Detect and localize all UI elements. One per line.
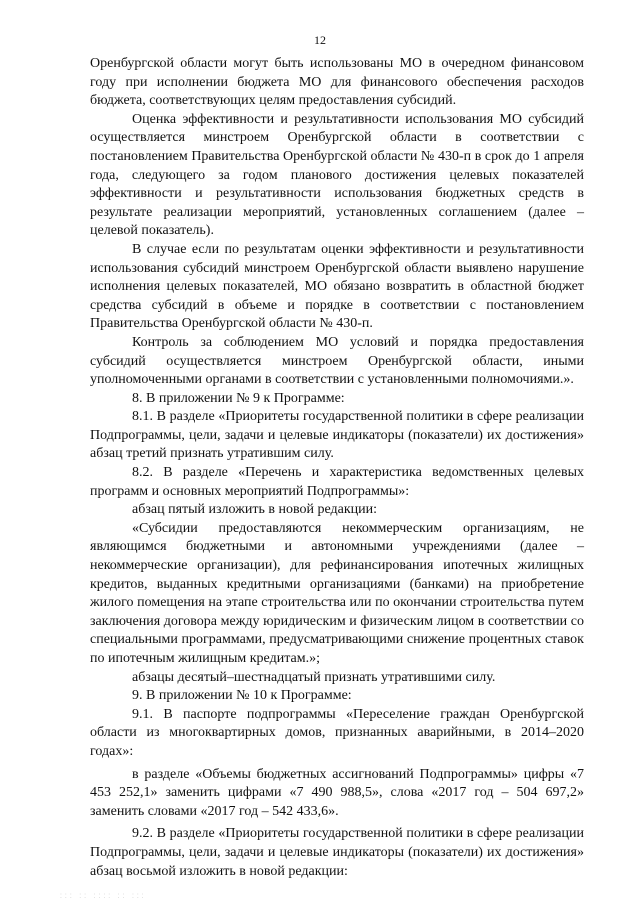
paragraph: абзацы десятый–шестнадцатый признать утратившими силу. (132, 669, 496, 685)
paragraph: абзац пятый изложить в новой редакции: (132, 502, 377, 518)
paragraph: Оценка эффективности и результативности использования МО субсидий осуществляется минстроем Оренбургской области в соответствии с постановлением Правительства Оренбургской области № 430-п в срок до 1 апреля года, следующего за годом планового достижения целевых показателей эффективности и результативности использования бюджетных средств в результате реализации мероприятий, установленных соглашением (далее – целевой показатель). (90, 111, 584, 239)
paragraph: 8. В приложении № 9 к Программе: (132, 390, 345, 406)
paragraph: «Субсидии предоставляются некоммерческим организациям, не являющимся бюджетными и автономными учреждениями (далее – некоммерческие организации), для рефинансирования ипотечных жилищных кредитов, выданных кредитными организациями (банками) на приобретение жилого помещения на этапе строительства или по окончании строительства путем заключения договора между юридическим и физическим лицом в соответствии со специальными программами, предусматривающими снижение процентных ставок по ипотечным жилищным кредитам.»; (90, 520, 584, 666)
paragraph: Оренбургской области могут быть использованы МО в очередном финансовом году при исполнении бюджета МО для финансового обеспечения расходов бюджета, соответствующих целям предоставления субсидий. (90, 56, 584, 109)
paragraph: 9. В приложении № 10 к Программе: (132, 688, 352, 704)
paragraph: 8.1. В разделе «Приоритеты государственной политики в сфере реализации Подпрограммы, цели, задачи и целевые индикаторы (показатели) их достижения» абзац третий признать утратившим силу. (90, 409, 584, 462)
paragraph: 9.2. В разделе «Приоритеты государственной политики в сфере реализации Подпрограммы, цели, задачи и целевые индикаторы (показатели) их достижения» абзац восьмой изложить в новой редакции: (90, 826, 584, 879)
page-number: 12 (314, 33, 326, 47)
document-body (90, 55, 584, 881)
paragraph: 8.2. В разделе «Перечень и характеристика ведомственных целевых программ и основных мероприятий Подпрограммы»: (90, 465, 584, 499)
scan-artifact: ⁚⁚⁚ ⁚⁚ ⁚⁚⁚⁚ ⁚⁚ ⁚⁚⁚ (60, 894, 147, 900)
paragraph: в разделе «Объемы бюджетных ассигнований Подпрограммы» цифры «7 453 252,1» заменить цифрами «7 490 988,5», слова «2017 год – 504 697,2» заменить словами «2017 год – 542 433,6». (90, 766, 584, 819)
paragraph: Контроль за соблюдением МО условий и порядка предоставления субсидий осуществляется минстроем Оренбургской области, иными уполномоченными органами в соответствии с установленными полномочиями.». (90, 334, 584, 388)
paragraph: 9.1. В паспорте подпрограммы «Переселение граждан Оренбургской области из многоквартирных домов, признанных аварийными, в 2014–2020 годах»: (90, 706, 584, 759)
paragraph: В случае если по результатам оценки эффективности и результативности использования субсидий минстроем Оренбургской области выявлено нарушение исполнения целевых показателей, МО обязано возвратить в областной бюджет средства субсидий в объеме и порядке в соответствии с постановлением Правительства Оренбургской области № 430-п. (90, 241, 584, 332)
